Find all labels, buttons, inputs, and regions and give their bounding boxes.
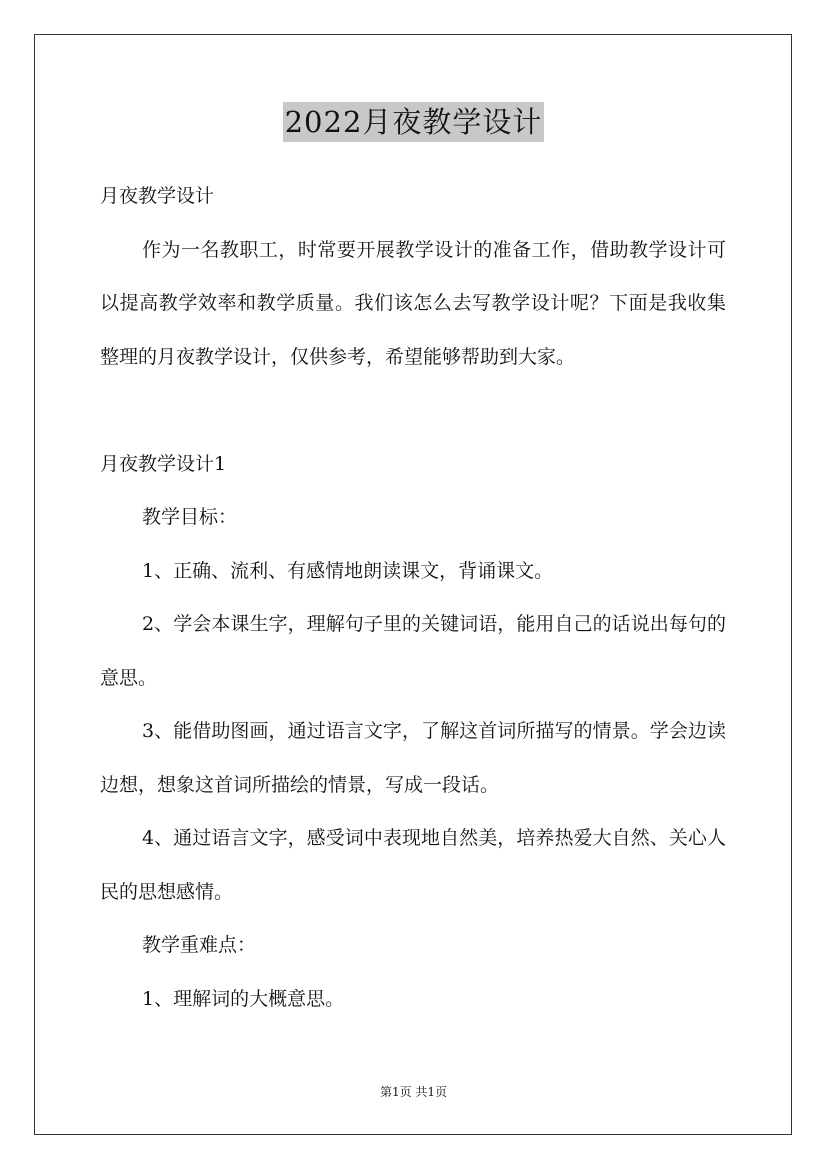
objective-item: 4、通过语言文字，感受词中表现地自然美，培养热爱大自然、关心人民的思想感情。	[100, 827, 726, 903]
objectives-heading: 教学目标：	[142, 506, 238, 528]
difficulties-heading: 教学重难点：	[142, 934, 257, 956]
document-title-wrap	[0, 102, 827, 142]
page-footer: 第1页 共1页	[379, 1085, 448, 1099]
difficulty-item: 1、理解词的大概意思。	[142, 987, 345, 1010]
blank-line	[100, 384, 726, 438]
section-heading: 月夜教学设计1	[100, 452, 227, 475]
subtitle: 月夜教学设计	[100, 185, 215, 207]
objective-item: 2、学会本课生字，理解句子里的关键词语，能用自己的话说出每句的意思。	[100, 613, 726, 689]
objective-item: 1、正确、流利、有感情地朗读课文，背诵课文。	[142, 559, 554, 582]
objective-item: 3、能借助图画，通过语言文字，了解这首词所描写的情景。学会边读边想，想象这首词所描绘的情景，写成一段话。	[100, 720, 726, 796]
document-title: 2022月夜教学设计	[283, 102, 545, 142]
intro-paragraph: 作为一名教职工，时常要开展教学设计的准备工作，借助教学设计可以提高教学效率和教学质量。我们该怎么去写教学设计呢？下面是我收集整理的月夜教学设计，仅供参考，希望能够帮助到大家。	[100, 238, 726, 368]
document-body	[100, 170, 726, 1026]
